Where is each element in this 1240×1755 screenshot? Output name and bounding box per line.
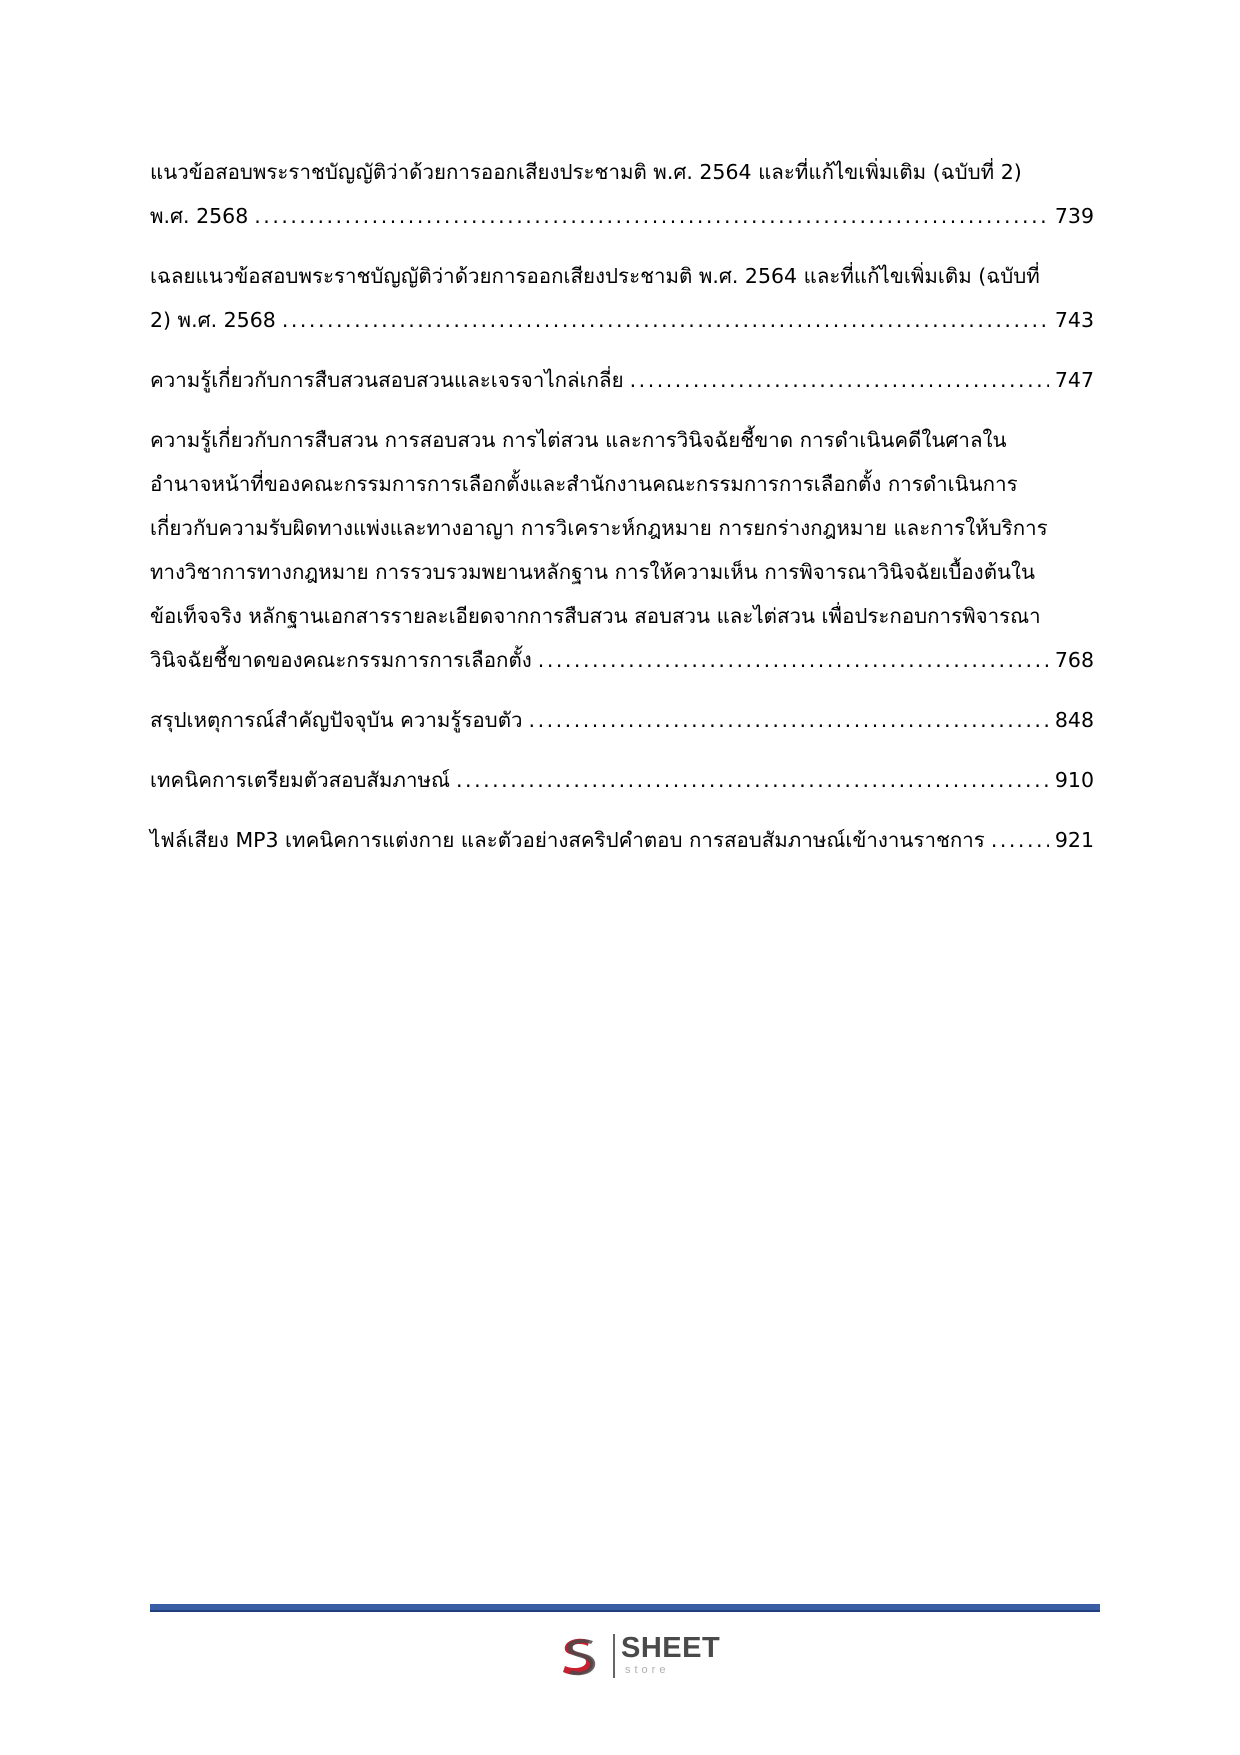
toc-entry[interactable] — [150, 698, 1094, 742]
toc-entry-text: เทคนิคการเตรียมตัวสอบสัมภาษณ์ — [150, 768, 450, 792]
logo-divider — [613, 1634, 615, 1678]
toc-page-number: 910 — [1054, 768, 1094, 792]
dot-leader — [456, 758, 1049, 802]
toc-entry-text: ความรู้เกี่ยวกับการสืบสวนสอบสวนและเจรจาไกล่เกลี่ย — [150, 368, 624, 392]
toc-entry[interactable] — [150, 358, 1094, 402]
toc-entry-last-line — [150, 758, 1094, 802]
toc-entry[interactable] — [150, 254, 1094, 342]
toc-entry-last-line — [150, 818, 1094, 862]
logo-subtext: store — [625, 1664, 670, 1676]
toc-entry-text: วินิจฉัยชี้ขาดของคณะกรรมการการเลือกตั้ง — [150, 648, 532, 672]
toc-entry-text: พ.ศ. 2568 — [150, 204, 249, 228]
toc-entry-text: เกี่ยวกับความรับผิดทางแพ่งและทางอาญา การวิเคราะห์กฎหมาย การยกร่างกฎหมาย และการให้บริการ — [150, 516, 1048, 540]
toc-entry[interactable] — [150, 418, 1094, 682]
toc-page-number: 921 — [1054, 828, 1094, 852]
dot-leader — [529, 698, 1049, 742]
toc-entry-last-line — [150, 698, 1094, 742]
toc-entry[interactable] — [150, 150, 1094, 238]
toc-entry[interactable] — [150, 758, 1094, 802]
toc-entry-text: 2) พ.ศ. 2568 — [150, 308, 276, 332]
toc-entry-last-line — [150, 194, 1094, 238]
toc-page-number: 739 — [1054, 204, 1094, 228]
toc-page-number: 743 — [1054, 308, 1094, 332]
toc-page-number: 768 — [1054, 648, 1094, 672]
toc-entry-last-line — [150, 298, 1094, 342]
toc-page-number: 747 — [1054, 368, 1094, 392]
toc-entry-text: ข้อเท็จจริง หลักฐานเอกสารรายละเอียดจากการสืบสวน สอบสวน และไต่สวน เพื่อประกอบการพิจารณา — [150, 604, 1041, 628]
toc-entry-text: เฉลยแนวข้อสอบพระราชบัญญัติว่าด้วยการออกเสียงประชามติ พ.ศ. 2564 และที่แก้ไขเพิ่มเติม (ฉบับที่ — [150, 264, 1040, 288]
dot-leader — [991, 818, 1049, 862]
dot-leader — [282, 298, 1049, 342]
toc-entry-text: อำนาจหน้าที่ของคณะกรรมการการเลือกตั้งและสำนักงานคณะกรรมการการเลือกตั้ง การดำเนินการ — [150, 472, 1018, 496]
toc-entry-text: แนวข้อสอบพระราชบัญญัติว่าด้วยการออกเสียงประชามติ พ.ศ. 2564 และที่แก้ไขเพิ่มเติม (ฉบับที่ 2) — [150, 160, 1022, 184]
toc-entry-text: ความรู้เกี่ยวกับการสืบสวน การสอบสวน การไต่สวน และการวินิจฉัยชี้ขาด การดำเนินคดีในศาลใน — [150, 428, 1007, 452]
toc-entry-last-line — [150, 638, 1094, 682]
footer-rule — [150, 1604, 1100, 1612]
toc-page-number: 848 — [1054, 708, 1094, 732]
dot-leader — [254, 194, 1049, 238]
toc-entry-text: ทางวิชาการทางกฎหมาย การรวบรวมพยานหลักฐาน การให้ความเห็น การพิจารณาวินิจฉัยเบื้องต้นใน — [150, 560, 1036, 584]
toc-entry-last-line — [150, 358, 1094, 402]
sheet-s-logo-icon — [555, 1632, 603, 1680]
dot-leader — [538, 638, 1049, 682]
toc-entry-text: สรุปเหตุการณ์สำคัญปัจจุบัน ความรู้รอบตัว — [150, 708, 523, 732]
toc-entry-text: ไฟล์เสียง MP3 เทคนิคการแต่งกาย และตัวอย่างสคริปคำตอบ การสอบสัมภาษณ์เข้างานราชการ — [150, 828, 985, 852]
table-of-contents — [150, 150, 1094, 878]
sheet-store-logo — [555, 1630, 725, 1684]
logo-wordmark: SHEET — [621, 1632, 721, 1664]
dot-leader — [630, 358, 1049, 402]
toc-entry[interactable] — [150, 818, 1094, 862]
